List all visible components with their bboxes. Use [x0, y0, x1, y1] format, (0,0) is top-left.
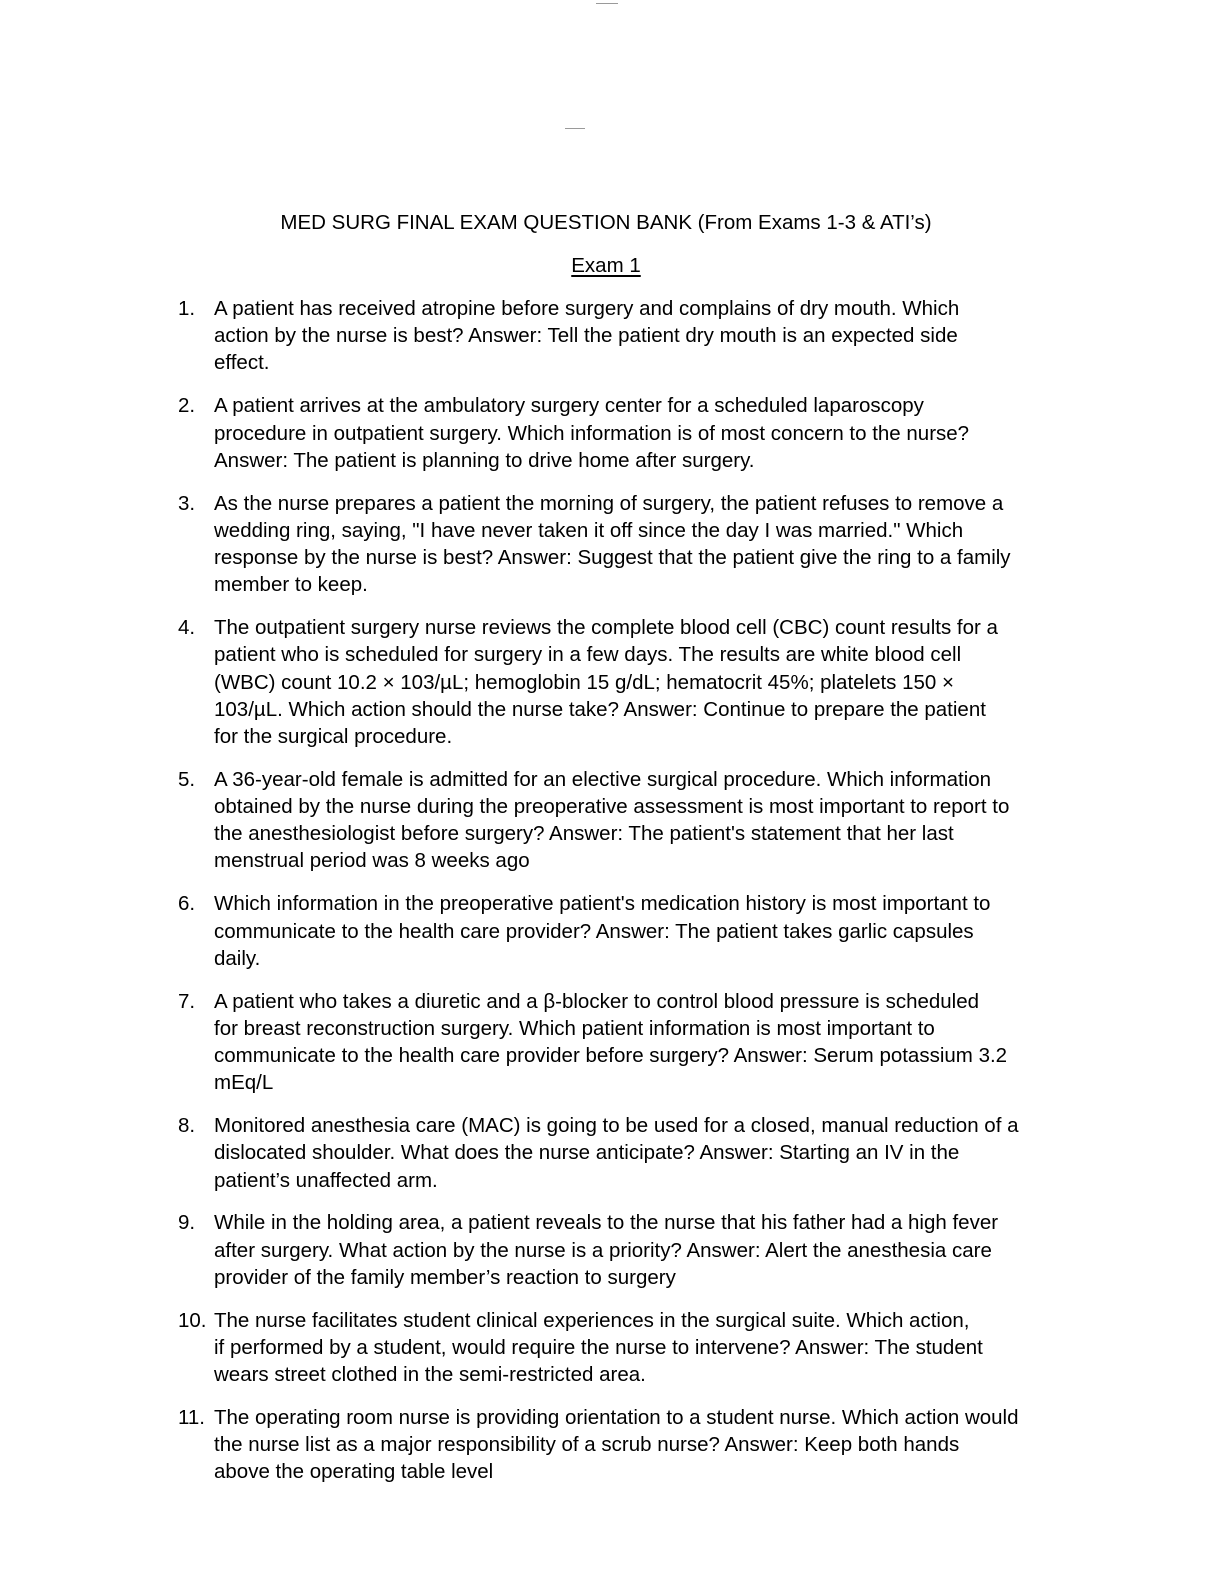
question-number: 2.: [178, 394, 196, 418]
question-item: [178, 1307, 1078, 1389]
section-heading: [0, 253, 1212, 279]
question-item: [178, 490, 1078, 599]
document-title: MED SURG FINAL EXAM QUESTION BANK (From Exams 1-3 & ATI’s): [280, 211, 932, 234]
question-text: The outpatient surgery nurse reviews the complete blood cell (CBC) count results for a patient who is scheduled for surgery in a few days. The results are white blood cell (WBC) count 10.2 × 103/µL; hemoglobin 15 g/dL; hematocrit 45%; platelets 150 × 103/µL. Which action should the nurse take? Answer: Continue to prepare the patient for the surgical procedure.: [214, 616, 998, 748]
question-text: A patient has received atropine before surgery and complains of dry mouth. Which action by the nurse is best? Answer: Tell the patient dry mouth is an expected side effect.: [214, 297, 960, 375]
question-item: [178, 766, 1078, 875]
question-text: A patient who takes a diuretic and a β-blocker to control blood pressure is scheduled for breast reconstruction surgery. Which patient information is most important to communicate to the health care provider before surgery? Answer: Serum potassium 3.2 mEq/L: [214, 989, 1008, 1095]
question-text: While in the holding area, a patient reveals to the nurse that his father had a high fever after surgery. What action by the nurse is a priority? Answer: Alert the anesthesia care provider of the family member’s reaction to surgery: [214, 1211, 999, 1289]
question-number: 7.: [178, 989, 196, 1013]
question-number: 1.: [178, 297, 196, 320]
question-number: 10.: [178, 1308, 207, 1332]
question-text: Monitored anesthesia care (MAC) is going to be used for a closed, manual reduction of a dislocated shoulder. What does the nurse anticipate? Answer: Starting an IV in the patient’s unaffected arm.: [214, 1114, 1019, 1192]
question-item: [178, 295, 1078, 377]
question-item: [178, 1209, 1078, 1291]
question-item: [178, 890, 1078, 972]
question-text: As the nurse prepares a patient the morning of surgery, the patient refuses to remove a wedding ring, saying, "I have never taken it off since the day I was married." Which response by the nurse is best? Answer: Suggest that the patient give the ring to a family member to keep.: [214, 491, 1011, 597]
question-text: The operating room nurse is providing orientation to a student nurse. Which action would the nurse list as a major responsibility of a scrub nurse? Answer: Keep both hands above the operating table level: [214, 1405, 1019, 1484]
question-item: [178, 1404, 1078, 1486]
question-number: 6.: [178, 892, 196, 916]
question-text: Which information in the preoperative patient's medication history is most important to communicate to the health care provider? Answer: The patient takes garlic capsules daily.: [214, 892, 991, 970]
scan-mark-top: [596, 3, 618, 4]
question-number: 5.: [178, 767, 196, 791]
question-item: [178, 392, 1078, 474]
question-item: [178, 1112, 1078, 1194]
question-text: The nurse facilitates student clinical experiences in the surgical suite. Which action, if performed by a student, would require the nurse to intervene? Answer: The student wears street clothed in the semi-restricted area.: [214, 1308, 983, 1387]
question-number: 3.: [178, 491, 196, 515]
question-text: A patient arrives at the ambulatory surgery center for a scheduled laparoscopy procedure in outpatient surgery. Which information is of most concern to the nurse? Answer: The patient is planning to drive home after surgery.: [214, 394, 970, 472]
question-item: [178, 614, 1078, 750]
scan-mark-mid: [565, 128, 585, 129]
question-number: 9.: [178, 1211, 196, 1235]
question-number: 8.: [178, 1114, 196, 1138]
question-text: A 36-year-old female is admitted for an elective surgical procedure. Which information obtained by the nurse during the preoperative assessment is most important to report to the anesthesiologist before surgery? Answer: The patient's statement that her last menstrual period was 8 weeks ago: [214, 767, 1010, 873]
question-number: 4.: [178, 616, 196, 640]
question-item: [178, 988, 1078, 1097]
question-number: 11.: [178, 1405, 205, 1429]
section-heading-text: Exam 1: [571, 254, 641, 277]
question-list: [178, 295, 1078, 1501]
